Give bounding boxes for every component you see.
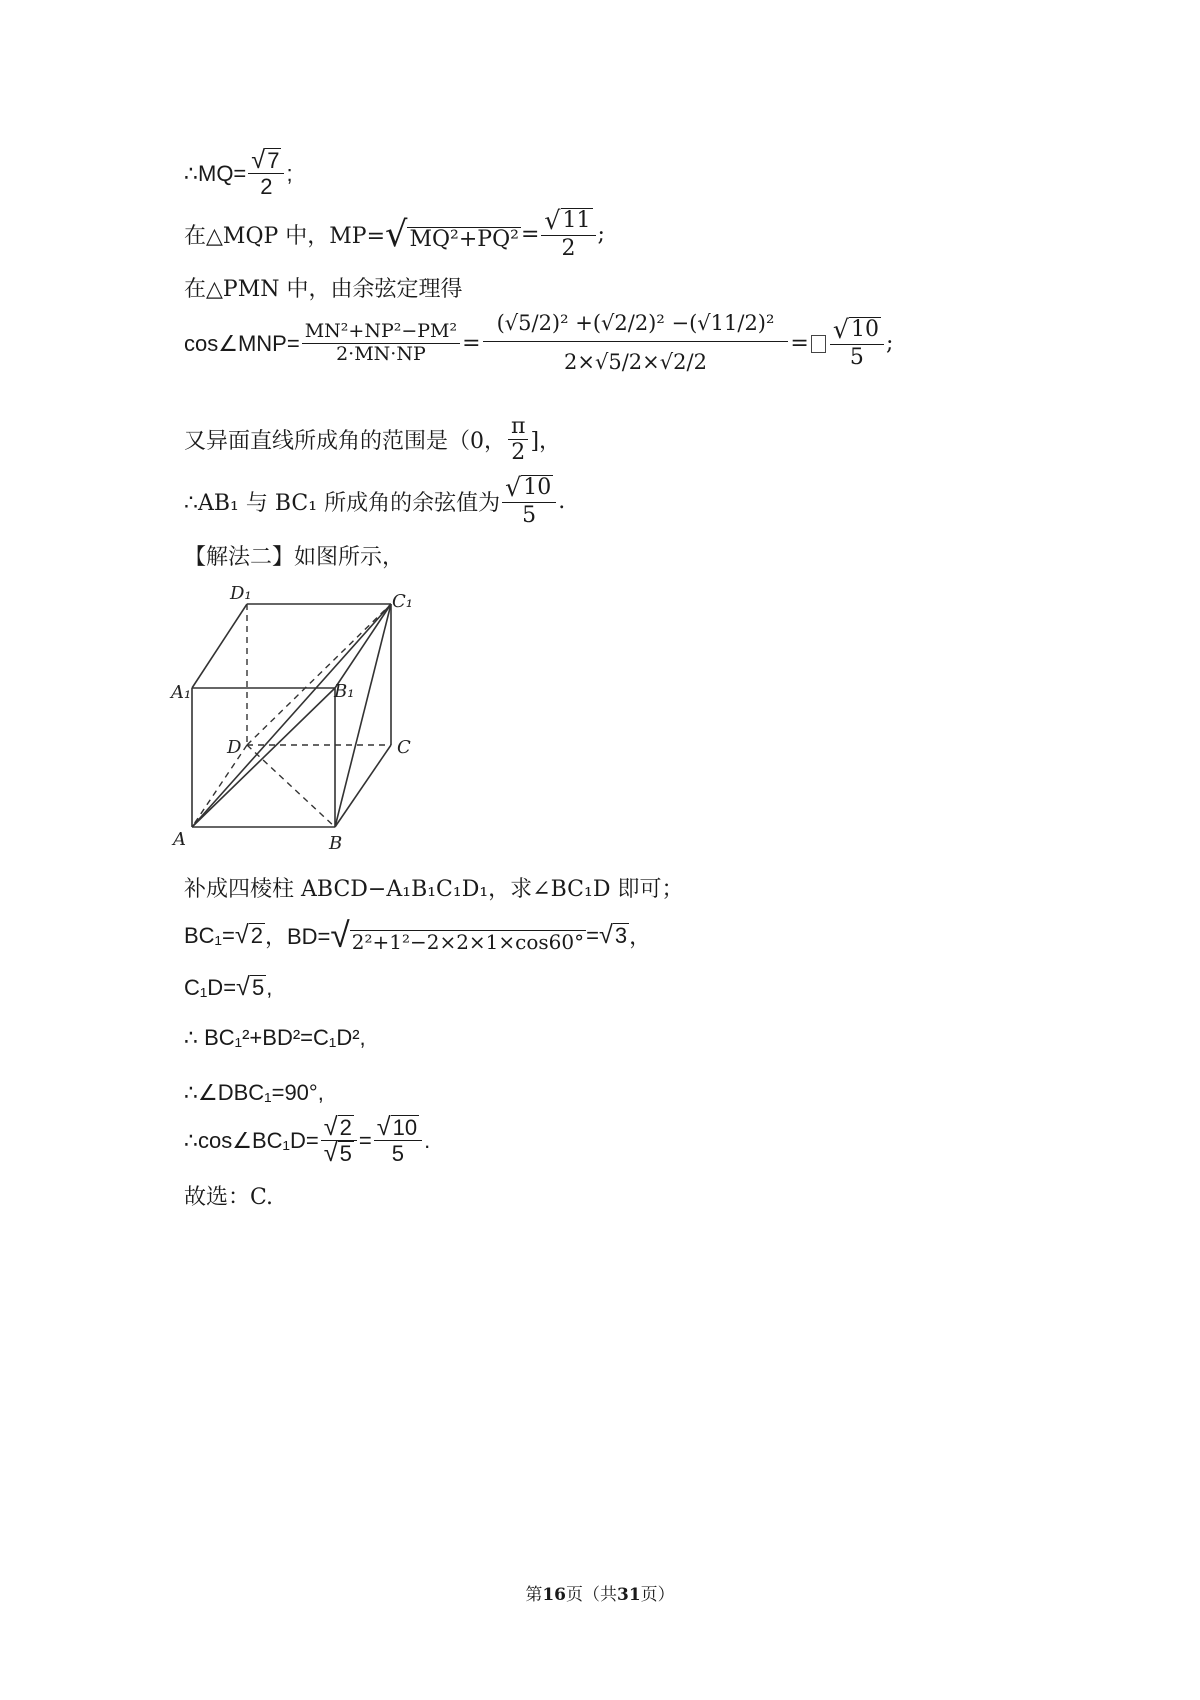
line-cos-result: ∴AB₁ 与 BC₁ 所成角的余弦值为 √ 10 5 . [184,473,566,529]
fraction: √ 7 2 [248,148,284,200]
label-b: B [329,833,343,854]
line-mq: ∴MQ= √ 7 2 ; [184,146,293,200]
label-d1: D₁ [230,583,252,604]
line-method-two: 【解法二】如图所示， [184,545,405,570]
cube-figure [171,583,435,865]
line-answer: 故选：C. [184,1185,274,1210]
line-final-cos: ∴cos∠BC₁D= √ 2 √ 5 = √ 10 5 . [184,1113,431,1168]
label-a1: A₁ [171,682,192,703]
diag-d-c1 [247,604,391,745]
page-footer: 第16页（共31页） [525,1585,675,1605]
diag-a-c1 [192,604,391,827]
edge-c1-b1 [335,604,391,688]
line-prism: 补成四棱柱 ABCD−A₁B₁C₁D₁，求∠BC₁D 即可； [184,877,684,902]
diag-d-b [247,745,335,827]
placeholder-box [811,335,826,353]
diag-b-c1 [335,604,391,827]
line-pythagoras: ∴ BC₁²+BD²=C₁D², [184,1025,366,1050]
edge-a1-d1 [192,604,247,688]
label-c1: C₁ [392,591,413,612]
line-bc1-bd: BC₁= √ 2 ，BD= √ 2²+1²−2×2×1×cos60° = √ 3 ， [184,916,652,955]
sqrt-expression: √ MQ²+PQ² [385,214,519,256]
label-b1: B₁ [334,681,355,702]
line-cosine-intro: 在△PMN 中，由余弦定理得 [184,277,463,302]
edge-b-c [335,745,391,827]
line-cos-mnp: cos∠MNP= $\frac{\text{MN²+NP²−PM²}}{2\cdot MN\cdot NP}$ = $\frac{\text{(√5/2)² +(√2/2)² −(√11/2)²}}{2\times√5/2\times√2/2}$ = √ 10 5 ; [184,305,893,382]
label-c: C [397,737,411,758]
line-right-angle: ∴∠DBC₁=90°, [184,1080,324,1105]
label-a: A [173,829,186,850]
label-d: D [227,737,242,758]
line-angle-range: 又异面直线所成角的范围是（0， $\frac{\pi}{2}$ ]， [184,414,562,466]
line-mp: 在△MQP 中，MP= √ MQ²+PQ² = √ 11 2 ; [184,206,605,262]
line-c1d: C₁D= √ 5 , [184,973,273,1002]
